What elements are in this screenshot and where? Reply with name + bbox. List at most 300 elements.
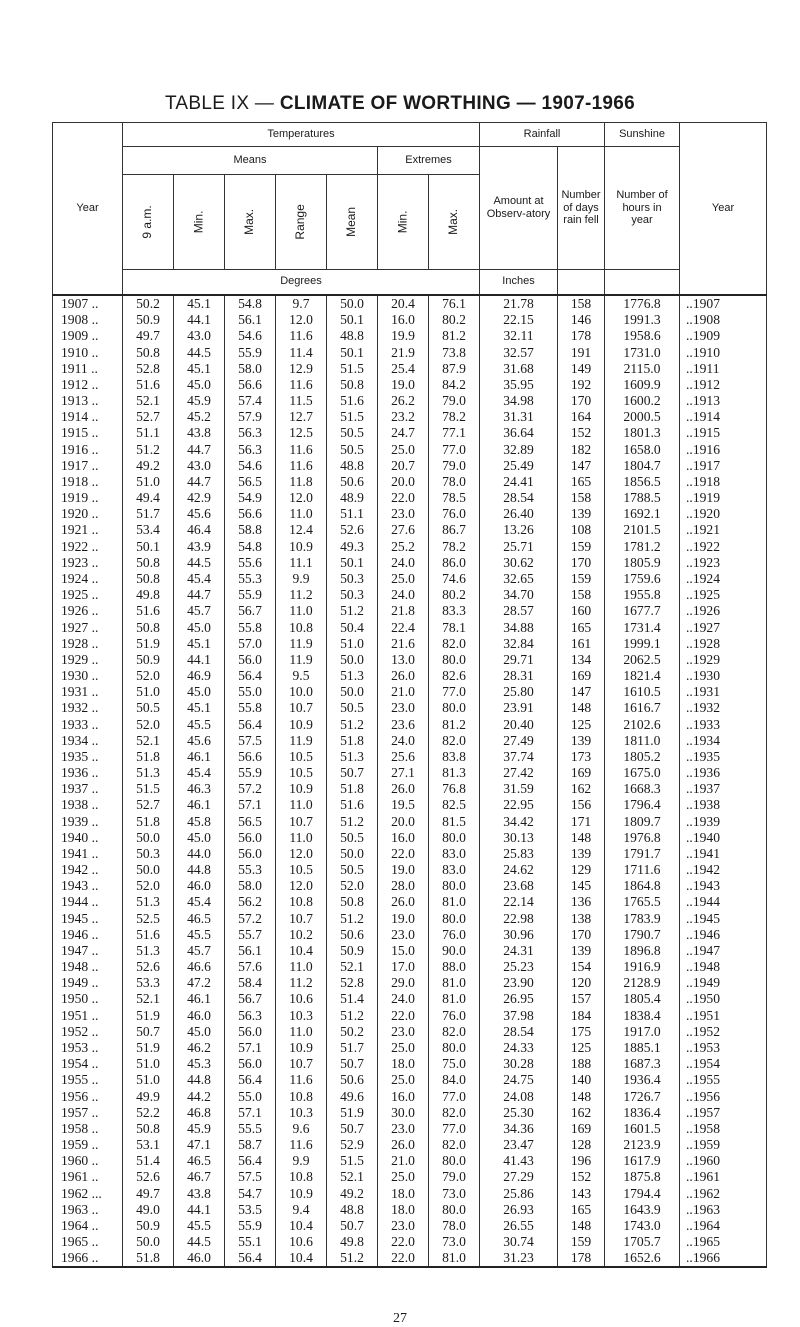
year-right-cell: ..1908 (680, 312, 767, 328)
value-cell: 57.1 (225, 797, 276, 813)
value-cell: 50.5 (327, 441, 378, 457)
value-cell: 80.0 (429, 700, 480, 716)
value-cell: 43.8 (174, 425, 225, 441)
value-cell: 1788.5 (605, 490, 680, 506)
year-cell: 1925 .. (53, 587, 123, 603)
value-cell: 1804.7 (605, 457, 680, 473)
header-sunshine: Sunshine (605, 123, 680, 147)
value-cell: 82.0 (429, 635, 480, 651)
year-cell: 1939 .. (53, 813, 123, 829)
value-cell: 44.7 (174, 441, 225, 457)
value-cell: 143 (558, 1185, 605, 1201)
value-cell: 81.2 (429, 716, 480, 732)
value-cell: 162 (558, 781, 605, 797)
value-cell: 16.0 (378, 1088, 429, 1104)
value-cell: 45.6 (174, 732, 225, 748)
value-cell: 50.8 (123, 554, 174, 570)
year-right-cell: ..1955 (680, 1072, 767, 1088)
value-cell: 138 (558, 910, 605, 926)
value-cell: 52.0 (123, 667, 174, 683)
value-cell: 2123.9 (605, 1136, 680, 1152)
value-cell: 165 (558, 1201, 605, 1217)
value-cell: 50.0 (123, 829, 174, 845)
value-cell: 54.6 (225, 457, 276, 473)
value-cell: 55.0 (225, 684, 276, 700)
value-cell: 50.3 (123, 845, 174, 861)
page-title (0, 93, 800, 115)
value-cell: 51.3 (123, 894, 174, 910)
year-cell: 1926 .. (53, 603, 123, 619)
value-cell: 46.0 (174, 1007, 225, 1023)
value-cell: 46.7 (174, 1169, 225, 1185)
value-cell: 73.0 (429, 1233, 480, 1249)
value-cell: 1917.0 (605, 1023, 680, 1039)
value-cell: 51.2 (327, 1007, 378, 1023)
value-cell: 42.9 (174, 490, 225, 506)
value-cell: 78.5 (429, 490, 480, 506)
year-cell: 1907 .. (53, 295, 123, 312)
value-cell: 24.0 (378, 587, 429, 603)
value-cell: 29.71 (480, 651, 558, 667)
value-cell: 80.2 (429, 587, 480, 603)
climate-table-frame (52, 122, 766, 1312)
value-cell: 49.8 (327, 1233, 378, 1249)
header-amount: Amount at Observ-atory (480, 147, 558, 270)
year-right-cell: ..1920 (680, 506, 767, 522)
table-row (53, 716, 767, 732)
value-cell: 9.9 (276, 1153, 327, 1169)
value-cell: 84.0 (429, 1072, 480, 1088)
value-cell: 31.23 (480, 1250, 558, 1267)
value-cell: 50.8 (327, 894, 378, 910)
value-cell: 10.0 (276, 684, 327, 700)
table-row (53, 1185, 767, 1201)
value-cell: 159 (558, 538, 605, 554)
value-cell: 53.5 (225, 1201, 276, 1217)
value-cell: 28.54 (480, 1023, 558, 1039)
value-cell: 178 (558, 328, 605, 344)
year-right-cell: ..1963 (680, 1201, 767, 1217)
year-cell: 1962 ... (53, 1185, 123, 1201)
value-cell: 32.65 (480, 570, 558, 586)
value-cell: 82.0 (429, 732, 480, 748)
value-cell: 35.95 (480, 376, 558, 392)
header-mean-min: Min. (174, 175, 225, 270)
value-cell: 12.9 (276, 360, 327, 376)
value-cell: 19.0 (378, 910, 429, 926)
value-cell: 1731.0 (605, 344, 680, 360)
value-cell: 1783.9 (605, 910, 680, 926)
value-cell: 51.8 (123, 1250, 174, 1267)
value-cell: 159 (558, 1233, 605, 1249)
value-cell: 45.0 (174, 376, 225, 392)
value-cell: 21.8 (378, 603, 429, 619)
year-cell: 1930 .. (53, 667, 123, 683)
value-cell: 51.2 (327, 1250, 378, 1267)
year-cell: 1961 .. (53, 1169, 123, 1185)
value-cell: 45.9 (174, 393, 225, 409)
year-right-cell: ..1934 (680, 732, 767, 748)
value-cell: 57.9 (225, 409, 276, 425)
table-row (53, 1072, 767, 1088)
value-cell: 10.6 (276, 1233, 327, 1249)
value-cell: 52.8 (327, 975, 378, 991)
value-cell: 83.3 (429, 603, 480, 619)
value-cell: 13.0 (378, 651, 429, 667)
table-row (53, 845, 767, 861)
value-cell: 47.1 (174, 1136, 225, 1152)
value-cell: 50.1 (327, 312, 378, 328)
header-mean: Mean (327, 175, 378, 270)
value-cell: 2101.5 (605, 522, 680, 538)
value-cell: 1821.4 (605, 667, 680, 683)
value-cell: 11.6 (276, 441, 327, 457)
value-cell: 50.8 (123, 570, 174, 586)
value-cell: 149 (558, 360, 605, 376)
value-cell: 125 (558, 1039, 605, 1055)
year-right-cell: ..1961 (680, 1169, 767, 1185)
value-cell: 43.8 (174, 1185, 225, 1201)
value-cell: 21.6 (378, 635, 429, 651)
table-row (53, 975, 767, 991)
value-cell: 9.5 (276, 667, 327, 683)
value-cell: 136 (558, 894, 605, 910)
value-cell: 23.91 (480, 700, 558, 716)
value-cell: 44.7 (174, 473, 225, 489)
value-cell: 51.3 (123, 942, 174, 958)
value-cell: 21.9 (378, 344, 429, 360)
value-cell: 120 (558, 975, 605, 991)
value-cell: 165 (558, 473, 605, 489)
value-cell: 26.0 (378, 667, 429, 683)
value-cell: 22.0 (378, 1233, 429, 1249)
value-cell: 1616.7 (605, 700, 680, 716)
value-cell: 1809.7 (605, 813, 680, 829)
value-cell: 10.3 (276, 1007, 327, 1023)
value-cell: 77.0 (429, 441, 480, 457)
value-cell: 11.0 (276, 603, 327, 619)
value-cell: 11.0 (276, 959, 327, 975)
table-row (53, 667, 767, 683)
year-cell: 1921 .. (53, 522, 123, 538)
value-cell: 77.0 (429, 1120, 480, 1136)
table-row (53, 490, 767, 506)
value-cell: 51.8 (327, 781, 378, 797)
value-cell: 51.2 (327, 910, 378, 926)
value-cell: 57.5 (225, 732, 276, 748)
year-right-cell: ..1964 (680, 1217, 767, 1233)
value-cell: 50.0 (327, 295, 378, 312)
year-cell: 1944 .. (53, 894, 123, 910)
value-cell: 51.6 (327, 797, 378, 813)
value-cell: 49.8 (123, 587, 174, 603)
value-cell: 22.0 (378, 845, 429, 861)
table-row (53, 991, 767, 1007)
value-cell: 170 (558, 393, 605, 409)
year-right-cell: ..1933 (680, 716, 767, 732)
value-cell: 56.0 (225, 1056, 276, 1072)
value-cell: 57.6 (225, 959, 276, 975)
value-cell: 11.2 (276, 975, 327, 991)
value-cell: 45.1 (174, 295, 225, 312)
value-cell: 11.4 (276, 344, 327, 360)
value-cell: 77.0 (429, 684, 480, 700)
year-right-cell: ..1910 (680, 344, 767, 360)
value-cell: 47.2 (174, 975, 225, 991)
value-cell: 1790.7 (605, 926, 680, 942)
value-cell: 23.6 (378, 716, 429, 732)
value-cell: 44.8 (174, 862, 225, 878)
table-header (53, 123, 767, 295)
value-cell: 27.6 (378, 522, 429, 538)
value-cell: 30.62 (480, 554, 558, 570)
table-row (53, 797, 767, 813)
year-right-cell: ..1922 (680, 538, 767, 554)
value-cell: 20.0 (378, 473, 429, 489)
year-right-cell: ..1916 (680, 441, 767, 457)
value-cell: 26.93 (480, 1201, 558, 1217)
value-cell: 56.3 (225, 425, 276, 441)
value-cell: 24.41 (480, 473, 558, 489)
table-row (53, 312, 767, 328)
table-row (53, 910, 767, 926)
table-row (53, 1023, 767, 1039)
value-cell: 56.3 (225, 1007, 276, 1023)
value-cell: 57.1 (225, 1104, 276, 1120)
value-cell: 80.0 (429, 1039, 480, 1055)
table-row (53, 1136, 767, 1152)
value-cell: 51.3 (327, 667, 378, 683)
value-cell: 46.9 (174, 667, 225, 683)
unit-inches: Inches (480, 270, 558, 295)
value-cell: 147 (558, 684, 605, 700)
value-cell: 25.0 (378, 1072, 429, 1088)
value-cell: 11.6 (276, 1136, 327, 1152)
value-cell: 25.71 (480, 538, 558, 554)
value-cell: 148 (558, 700, 605, 716)
value-cell: 44.5 (174, 344, 225, 360)
value-cell: 157 (558, 991, 605, 1007)
value-cell: 46.0 (174, 878, 225, 894)
value-cell: 52.6 (123, 959, 174, 975)
year-cell: 1960 .. (53, 1153, 123, 1169)
value-cell: 156 (558, 797, 605, 813)
value-cell: 161 (558, 635, 605, 651)
value-cell: 22.0 (378, 490, 429, 506)
value-cell: 75.0 (429, 1056, 480, 1072)
value-cell: 158 (558, 587, 605, 603)
value-cell: 1976.8 (605, 829, 680, 845)
value-cell: 51.2 (327, 813, 378, 829)
value-cell: 25.2 (378, 538, 429, 554)
value-cell: 24.08 (480, 1088, 558, 1104)
value-cell: 82.5 (429, 797, 480, 813)
value-cell: 50.5 (327, 862, 378, 878)
year-cell: 1949 .. (53, 975, 123, 991)
table-row (53, 878, 767, 894)
value-cell: 50.0 (123, 1233, 174, 1249)
table-row (53, 813, 767, 829)
value-cell: 76.8 (429, 781, 480, 797)
value-cell: 25.23 (480, 959, 558, 975)
value-cell: 1609.9 (605, 376, 680, 392)
value-cell: 1896.8 (605, 942, 680, 958)
value-cell: 56.4 (225, 667, 276, 683)
value-cell: 51.1 (327, 506, 378, 522)
value-cell: 178 (558, 1250, 605, 1267)
table-row (53, 926, 767, 942)
value-cell: 90.0 (429, 942, 480, 958)
value-cell: 23.90 (480, 975, 558, 991)
year-right-cell: ..1931 (680, 684, 767, 700)
value-cell: 50.8 (123, 1120, 174, 1136)
year-cell: 1943 .. (53, 878, 123, 894)
value-cell: 170 (558, 926, 605, 942)
table-row (53, 1039, 767, 1055)
value-cell: 58.0 (225, 878, 276, 894)
value-cell: 1796.4 (605, 797, 680, 813)
value-cell: 44.7 (174, 587, 225, 603)
value-cell: 25.0 (378, 1039, 429, 1055)
table-row (53, 651, 767, 667)
value-cell: 28.57 (480, 603, 558, 619)
year-right-cell: ..1929 (680, 651, 767, 667)
year-cell: 1956 .. (53, 1088, 123, 1104)
value-cell: 11.0 (276, 506, 327, 522)
value-cell: 56.0 (225, 829, 276, 845)
value-cell: 81.5 (429, 813, 480, 829)
value-cell: 50.5 (123, 700, 174, 716)
value-cell: 26.0 (378, 894, 429, 910)
value-cell: 30.74 (480, 1233, 558, 1249)
value-cell: 56.5 (225, 473, 276, 489)
value-cell: 44.0 (174, 845, 225, 861)
year-cell: 1951 .. (53, 1007, 123, 1023)
value-cell: 188 (558, 1056, 605, 1072)
value-cell: 1836.4 (605, 1104, 680, 1120)
value-cell: 52.5 (123, 910, 174, 926)
value-cell: 170 (558, 554, 605, 570)
table-row (53, 1169, 767, 1185)
value-cell: 24.7 (378, 425, 429, 441)
table-row (53, 1007, 767, 1023)
header-rainfall: Rainfall (480, 123, 605, 147)
year-right-cell: ..1926 (680, 603, 767, 619)
value-cell: 50.9 (327, 942, 378, 958)
value-cell: 22.0 (378, 1250, 429, 1267)
header-year: Year (53, 123, 123, 295)
value-cell: 23.2 (378, 409, 429, 425)
value-cell: 1864.8 (605, 878, 680, 894)
value-cell: 1805.9 (605, 554, 680, 570)
value-cell: 34.42 (480, 813, 558, 829)
value-cell: 108 (558, 522, 605, 538)
value-cell: 12.0 (276, 312, 327, 328)
value-cell: 128 (558, 1136, 605, 1152)
table-row (53, 538, 767, 554)
value-cell: 45.5 (174, 926, 225, 942)
value-cell: 22.14 (480, 894, 558, 910)
value-cell: 23.68 (480, 878, 558, 894)
table-row (53, 894, 767, 910)
value-cell: 147 (558, 457, 605, 473)
value-cell: 52.1 (123, 732, 174, 748)
year-cell: 1918 .. (53, 473, 123, 489)
value-cell: 45.9 (174, 1120, 225, 1136)
value-cell: 23.0 (378, 506, 429, 522)
year-cell: 1937 .. (53, 781, 123, 797)
header-rain-days: Number of days rain fell (558, 147, 605, 270)
value-cell: 50.5 (327, 425, 378, 441)
value-cell: 50.0 (327, 651, 378, 667)
value-cell: 18.0 (378, 1185, 429, 1201)
value-cell: 139 (558, 845, 605, 861)
value-cell: 10.7 (276, 910, 327, 926)
table-row (53, 360, 767, 376)
value-cell: 50.8 (327, 376, 378, 392)
value-cell: 88.0 (429, 959, 480, 975)
value-cell: 23.0 (378, 926, 429, 942)
year-right-cell: ..1921 (680, 522, 767, 538)
value-cell: 58.7 (225, 1136, 276, 1152)
value-cell: 50.8 (123, 344, 174, 360)
year-right-cell: ..1952 (680, 1023, 767, 1039)
value-cell: 10.4 (276, 1217, 327, 1233)
value-cell: 81.0 (429, 894, 480, 910)
value-cell: 10.8 (276, 894, 327, 910)
value-cell: 83.0 (429, 862, 480, 878)
value-cell: 10.9 (276, 1185, 327, 1201)
value-cell: 11.6 (276, 328, 327, 344)
value-cell: 10.2 (276, 926, 327, 942)
value-cell: 51.9 (327, 1104, 378, 1120)
value-cell: 31.31 (480, 409, 558, 425)
climate-table (52, 122, 767, 1268)
value-cell: 80.0 (429, 1153, 480, 1169)
year-cell: 1931 .. (53, 684, 123, 700)
value-cell: 169 (558, 667, 605, 683)
table-row (53, 295, 767, 312)
value-cell: 134 (558, 651, 605, 667)
value-cell: 50.7 (327, 1056, 378, 1072)
value-cell: 15.0 (378, 942, 429, 958)
value-cell: 51.0 (123, 1056, 174, 1072)
table-row (53, 344, 767, 360)
value-cell: 82.0 (429, 1136, 480, 1152)
page-number: 27 (393, 1311, 407, 1326)
value-cell: 27.49 (480, 732, 558, 748)
table-row (53, 1056, 767, 1072)
value-cell: 52.8 (123, 360, 174, 376)
value-cell: 50.3 (327, 587, 378, 603)
value-cell: 11.6 (276, 1072, 327, 1088)
value-cell: 11.2 (276, 587, 327, 603)
value-cell: 76.0 (429, 926, 480, 942)
value-cell: 45.0 (174, 1023, 225, 1039)
value-cell: 57.2 (225, 910, 276, 926)
header-9am: 9 a.m. (123, 175, 174, 270)
value-cell: 1677.7 (605, 603, 680, 619)
table-row (53, 959, 767, 975)
value-cell: 1776.8 (605, 295, 680, 312)
value-cell: 78.0 (429, 1217, 480, 1233)
year-right-cell: ..1944 (680, 894, 767, 910)
year-right-cell: ..1915 (680, 425, 767, 441)
value-cell: 51.3 (327, 748, 378, 764)
value-cell: 56.1 (225, 942, 276, 958)
value-cell: 26.95 (480, 991, 558, 1007)
value-cell: 25.0 (378, 1169, 429, 1185)
